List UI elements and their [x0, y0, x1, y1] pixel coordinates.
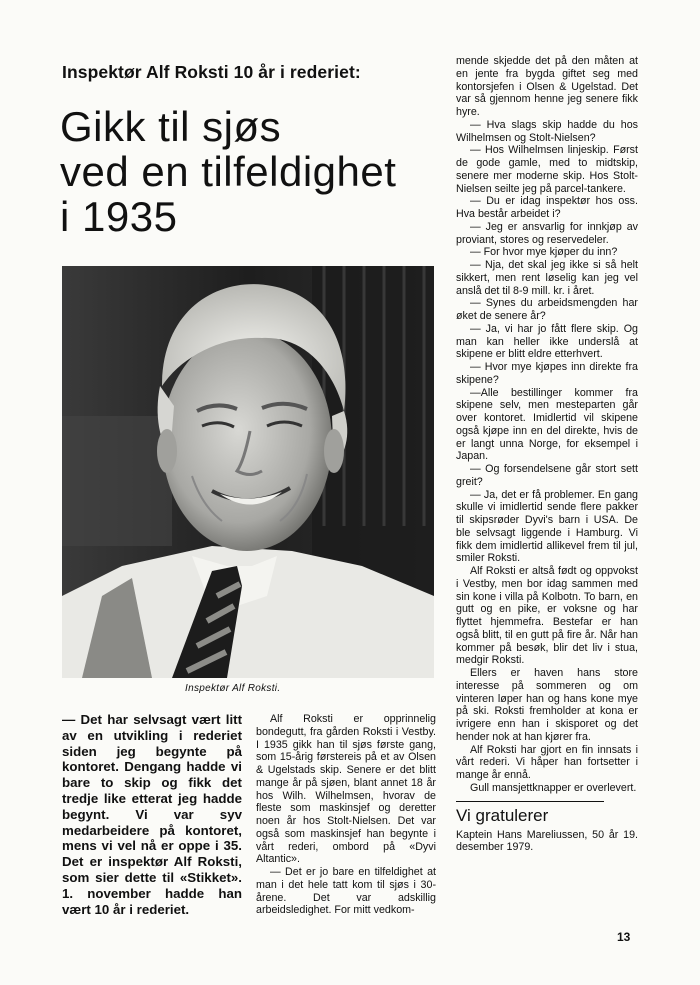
paragraph: —Alle bestillinger kommer fra skipene selv, men mesteparten går over kontoret. Imidlertid vil skipene også kjøpe inn en del direkte, hvis de er langt unna Norge, for eksempel i Japan. — [456, 386, 638, 463]
section-divider — [456, 801, 604, 802]
paragraph: — Det er jo bare en tilfeldighet at man i det hele tatt kom til sjøs i 30-årene. Det var adskillig arbeidsledighet. For mitt vedkom- — [256, 866, 436, 917]
congrats-text: Kaptein Hans Mareliussen, 50 år 19. desember 1979. — [456, 828, 638, 854]
paragraph: — Hvor mye kjøpes inn direkte fra skipene? — [456, 361, 638, 386]
article-headline — [60, 104, 440, 239]
paragraph: — Ja, det er få problemer. En gang skulle vi imidlertid sende flere pakker til skipsrøder Dyvi's barn i USA. De ble selvsagt liggende i Hamburg. Vi fikk dem imidlertid allikevel frem til jul, smiler Roksti. — [456, 488, 638, 565]
portrait-photo — [62, 266, 434, 678]
paragraph: — Jeg er ansvarlig for innkjøp av proviant, stores og reservedeler. — [456, 220, 638, 246]
paragraph: — Synes du arbeidsmengden har øket de senere år? — [456, 297, 638, 322]
article-lead: — Det har selvsagt vært litt av en utvikling i rederiet siden jeg begynte på kontoret. Dengang hadde vi bare to skip og fikk det tredje like etterat jeg hadde begynt. Vi var syv medarbeidere på kontoret, mens vi vel nå er oppe i 35. Det er inspektør Alf Roksti, som sier dette til «Stikket». 1. november hadde han vært 10 år i rederiet. — [62, 712, 242, 917]
article-column-right — [456, 55, 638, 854]
article-column-middle — [256, 713, 436, 917]
paragraph: — Hos Wilhelmsen linjeskip. Først de gode gamle, med to midtskip, senere mer moderne skip. Hos Stolt-Nielsen seilte jeg på parcel-tankere. — [456, 144, 638, 195]
paragraph: — Og forsendelsene går stort sett greit? — [456, 463, 638, 488]
article-kicker: Inspektør Alf Roksti 10 år i rederiet: — [62, 62, 361, 82]
paragraph: Ellers er haven hans store interesse på sommeren og om vinteren løper han og hans kone mye på ski. Roksti fremholder at kona er ivrigere enn han i skisporet og det hender nok at han kjører fra. — [456, 667, 638, 743]
paragraph: mende skjedde det på den måten at en jente fra bygda giftet seg med kontorsjefen i Olsen & Ugelstad. Det var så gjennom henne jeg senere fikk hyre. — [456, 55, 638, 118]
photo-caption: Inspektør Alf Roksti. — [185, 683, 281, 694]
headline-line-3: i 1935 — [60, 193, 178, 240]
paragraph: Alf Roksti har gjort en fin innsats i vårt rederi. Vi håper han fortsetter i mange år ennå. — [456, 743, 638, 781]
paragraph: — Hva slags skip hadde du hos Wilhelmsen og Stolt-Nielsen? — [456, 118, 638, 144]
paragraph: Gull mansjettknapper er overlevert. — [470, 781, 637, 794]
paragraph: Alf Roksti er opprinnelig bondegutt, fra gården Roksti i Vestby. I 1935 gikk han til sjøs første gang, som 15-årig førstereis på et av Olsen & Ugelstads skip. Senere er det blitt mange år på sjøen, blant annet 18 år hos Wilh. Wilhelmsen, hvorav de fleste som maskinsjef og deretter noen år hos Stolt-Nielsen. Det var også som maskinsjef han begynte i vårt rederi, ombord på «Dyvi Altantic». — [256, 713, 436, 866]
headline-line-2: ved en tilfeldighet — [60, 148, 397, 195]
headline-line-1: Gikk til sjøs — [60, 103, 282, 150]
paragraph: — Nja, det skal jeg ikke si så helt sikkert, men rent løselig kan jeg vel anslå det til 8-9 mill. kr. i året. — [456, 259, 638, 297]
page-number: 13 — [617, 930, 631, 944]
portrait-illustration — [62, 266, 434, 678]
paragraph: — Ja, vi har jo fått flere skip. Og man kan heller ikke underslå at skipene er blitt eldre etterhvert. — [456, 322, 638, 361]
congrats-heading: Vi gratulerer — [456, 805, 549, 825]
paragraph: — For hvor mye kjøper du inn? — [470, 246, 618, 259]
paragraph: — Du er idag inspektør hos oss. Hva består arbeidet i? — [456, 195, 638, 220]
paragraph: Alf Roksti er altså født og oppvokst i Vestby, men bor idag sammen med sin kone i villa på Kolbotn. To barn, en gutt og en pike, er voksne og har flyttet hjemmefra. Bestefar er han også blitt, til en gutt på fire år. Når han kommer på besøk, blir det liv i stua, medgir Roksti. — [456, 565, 638, 667]
